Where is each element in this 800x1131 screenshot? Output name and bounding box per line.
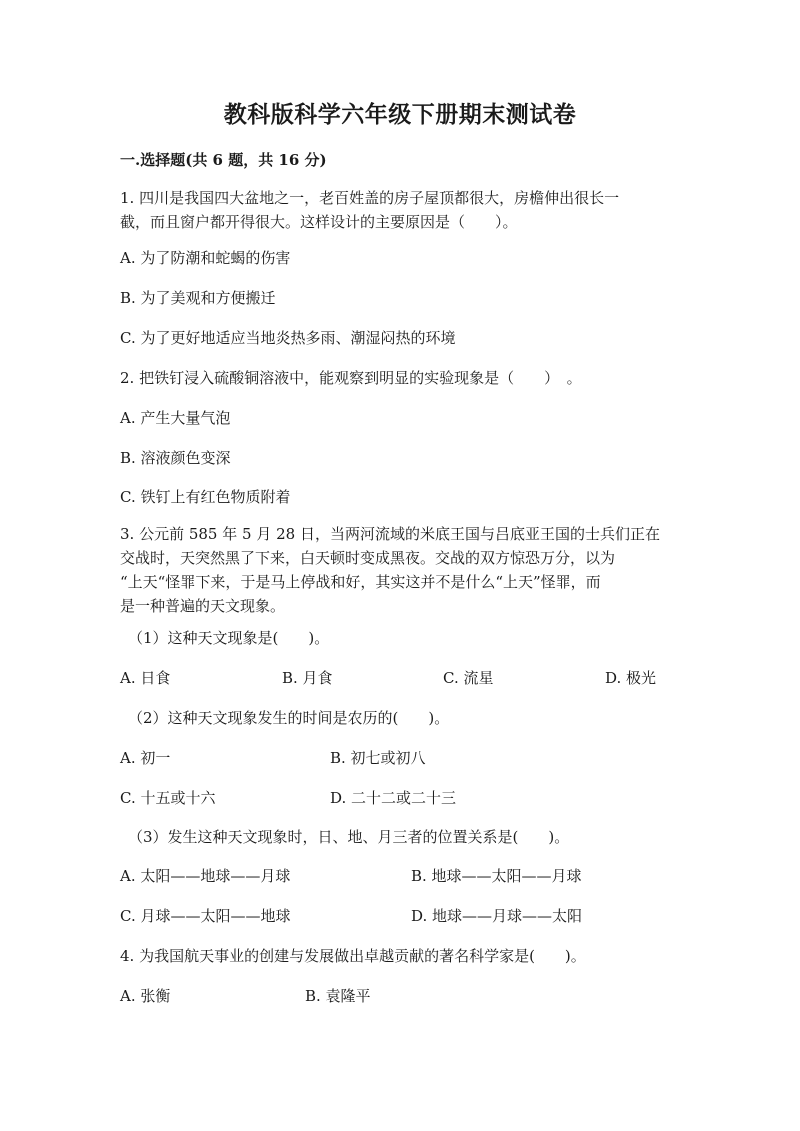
section-heading: 一.选择题(共 6 题，共 16 分) [120, 151, 327, 169]
option-a: A. 日食 [120, 669, 171, 687]
option-d: D. 二十二或二十三 [330, 789, 457, 807]
option-b: B. 月食 [282, 669, 333, 687]
option-d: D. 极光 [605, 669, 657, 687]
question-text-line: 交战时，天突然黑了下来，白天顿时变成黑夜。交战的双方惊恐万分，以为 [120, 549, 616, 567]
option-b: B. 初七或初八 [330, 749, 426, 767]
option-c: C. 月球——太阳——地球 [120, 907, 291, 925]
option-b: B. 为了美观和方便搬迁 [120, 289, 276, 307]
option-a: A. 产生大量气泡 [120, 409, 231, 427]
option-d: D. 地球——月球——太阳 [411, 907, 583, 925]
option-c: C. 铁钉上有红色物质附着 [120, 488, 291, 506]
question-3 [120, 522, 680, 618]
sub-question-3: （3）发生这种天文现象时，日、地、月三者的位置关系是( )。 [128, 828, 570, 846]
question-text-line: 截，而且窗户都开得很大。这样设计的主要原因是（ ）。 [120, 213, 518, 231]
question-text-line: 是一种普遍的天文现象。 [120, 597, 286, 615]
option-b: B. 溶液颜色变深 [120, 449, 231, 467]
sub-question-2: （2）这种天文现象发生的时间是农历的( )。 [128, 709, 450, 727]
question-text-line: 3. 公元前 585 年 5 月 28 日，当两河流域的米底王国与吕底亚王国的士兵们正在 [120, 525, 660, 543]
page-title: 教科版科学六年级下册期末测试卷 [223, 101, 577, 128]
option-a: A. 张衡 [120, 987, 171, 1005]
question-2: 2. 把铁钉浸入硫酸铜溶液中，能观察到明显的实验现象是（ ） 。 [120, 369, 582, 387]
option-b: B. 袁隆平 [305, 987, 371, 1005]
option-c: C. 为了更好地适应当地炎热多雨、潮湿闷热的环境 [120, 329, 456, 347]
option-c: C. 流星 [443, 669, 494, 687]
question-text-line: “上天“怪罪下来，于是马上停战和好，其实这并不是什么“上天”怪罪，而 [120, 573, 601, 591]
option-c: C. 十五或十六 [120, 789, 216, 807]
question-4: 4. 为我国航天事业的创建与发展做出卓越贡献的著名科学家是( )。 [120, 947, 586, 965]
sub-question-1: （1）这种天文现象是( )。 [128, 629, 330, 647]
option-a: A. 初一 [120, 749, 171, 767]
option-a: A. 为了防潮和蛇蝎的伤害 [120, 249, 291, 267]
option-b: B. 地球——太阳——月球 [411, 867, 582, 885]
question-text-line: 1. 四川是我国四大盆地之一，老百姓盖的房子屋顶都很大，房檐伸出很长一 [120, 189, 620, 207]
option-a: A. 太阳——地球——月球 [120, 867, 291, 885]
question-1 [120, 186, 680, 234]
